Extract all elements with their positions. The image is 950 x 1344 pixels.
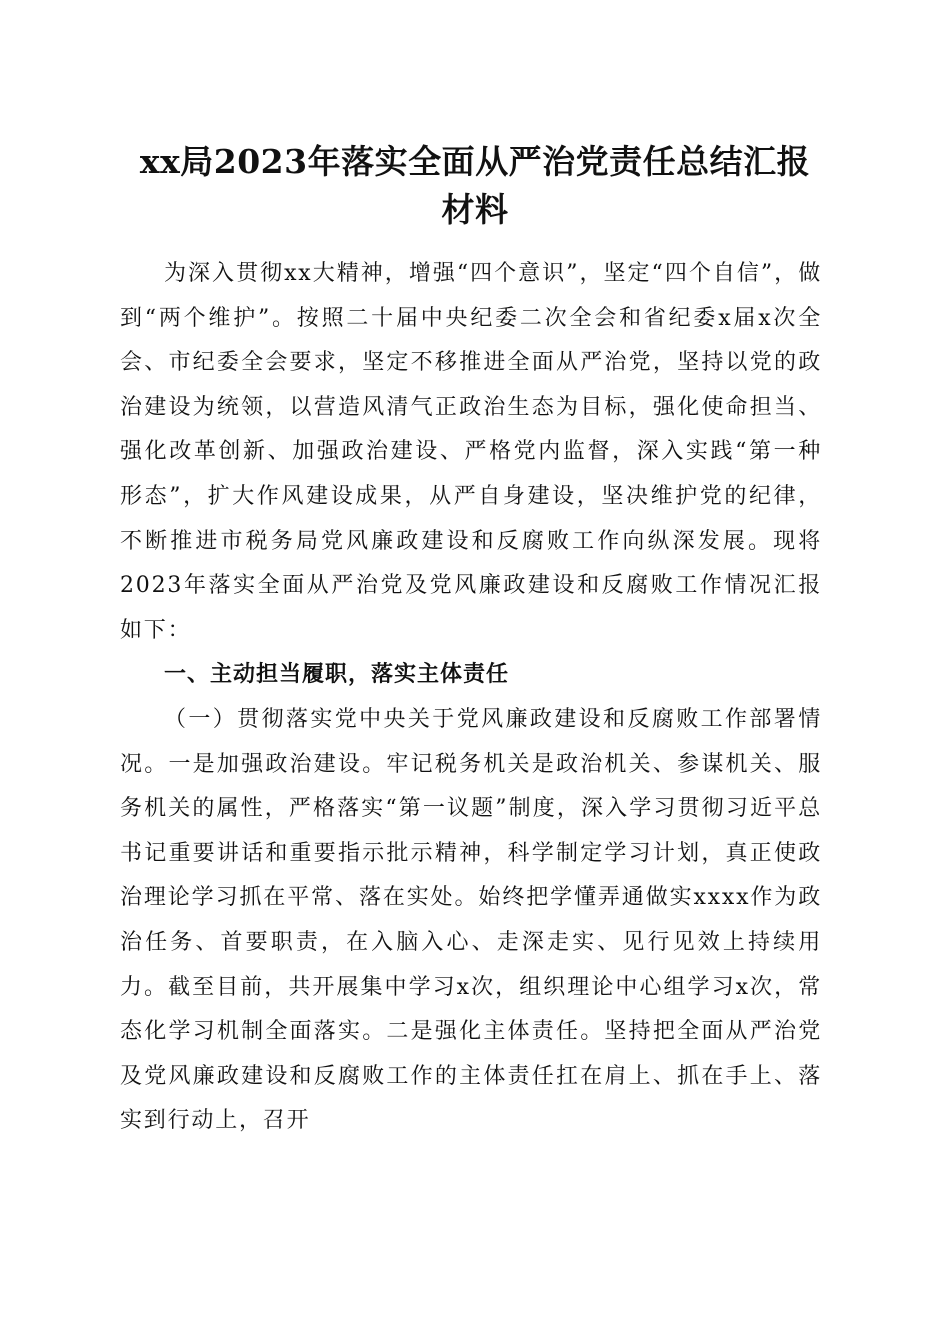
intro-paragraph: 为深入贯彻xx大精神，增强“四个意识”，坚定“四个自信”，做到“两个维护”。按照二十届中央纪委二次全会和省纪委x届x次全会、市纪委全会要求，坚定不移推进全面从严治党，坚持以党的政治建设为统领，以营造风清气正政治生态为目标，强化使命担当、强化改革创新、加强政治建设、严格党内监督，深入实践“第一种形态”，扩大作风建设成果，从严自身建设，坚决维护党的纪律，不断推进市税务局党风廉政建设和反腐败工作向纵深发展。现将2023年落实全面从严治党及党风廉政建设和反腐败工作情况汇报如下： — [120, 261, 822, 643]
document-body — [120, 252, 822, 1144]
section-heading: 一、主动担当履职，落实主体责任 — [164, 662, 510, 688]
section-paragraph: （一）贯彻落实党中央关于党风廉政建设和反腐败工作部署情况。一是加强政治建设。牢记税务机关是政治机关、参谋机关、服务机关的属性，严格落实“第一议题”制度，深入学习贯彻习近平总书记重要讲话和重要指示批示精神，科学制定学习计划，真正使政治理论学习抓在平常、落在实处。始终把学懂弄通做实xxxx作为政治任务、首要职责，在入脑入心、走深走实、见行见效上持续用力。截至目前，共开展集中学习x次，组织理论中心组学习x次，常态化学习机制全面落实。二是强化主体责任。坚持把全面从严治党及党风廉政建设和反腐败工作的主体责任扛在肩上、抓在手上、落实到行动上，召开 — [120, 706, 822, 1134]
title-line-2: 材料 — [441, 190, 509, 229]
title-line-1: xx局2023年落实全面从严治党责任总结汇报 — [139, 142, 811, 181]
document-title — [100, 138, 850, 234]
